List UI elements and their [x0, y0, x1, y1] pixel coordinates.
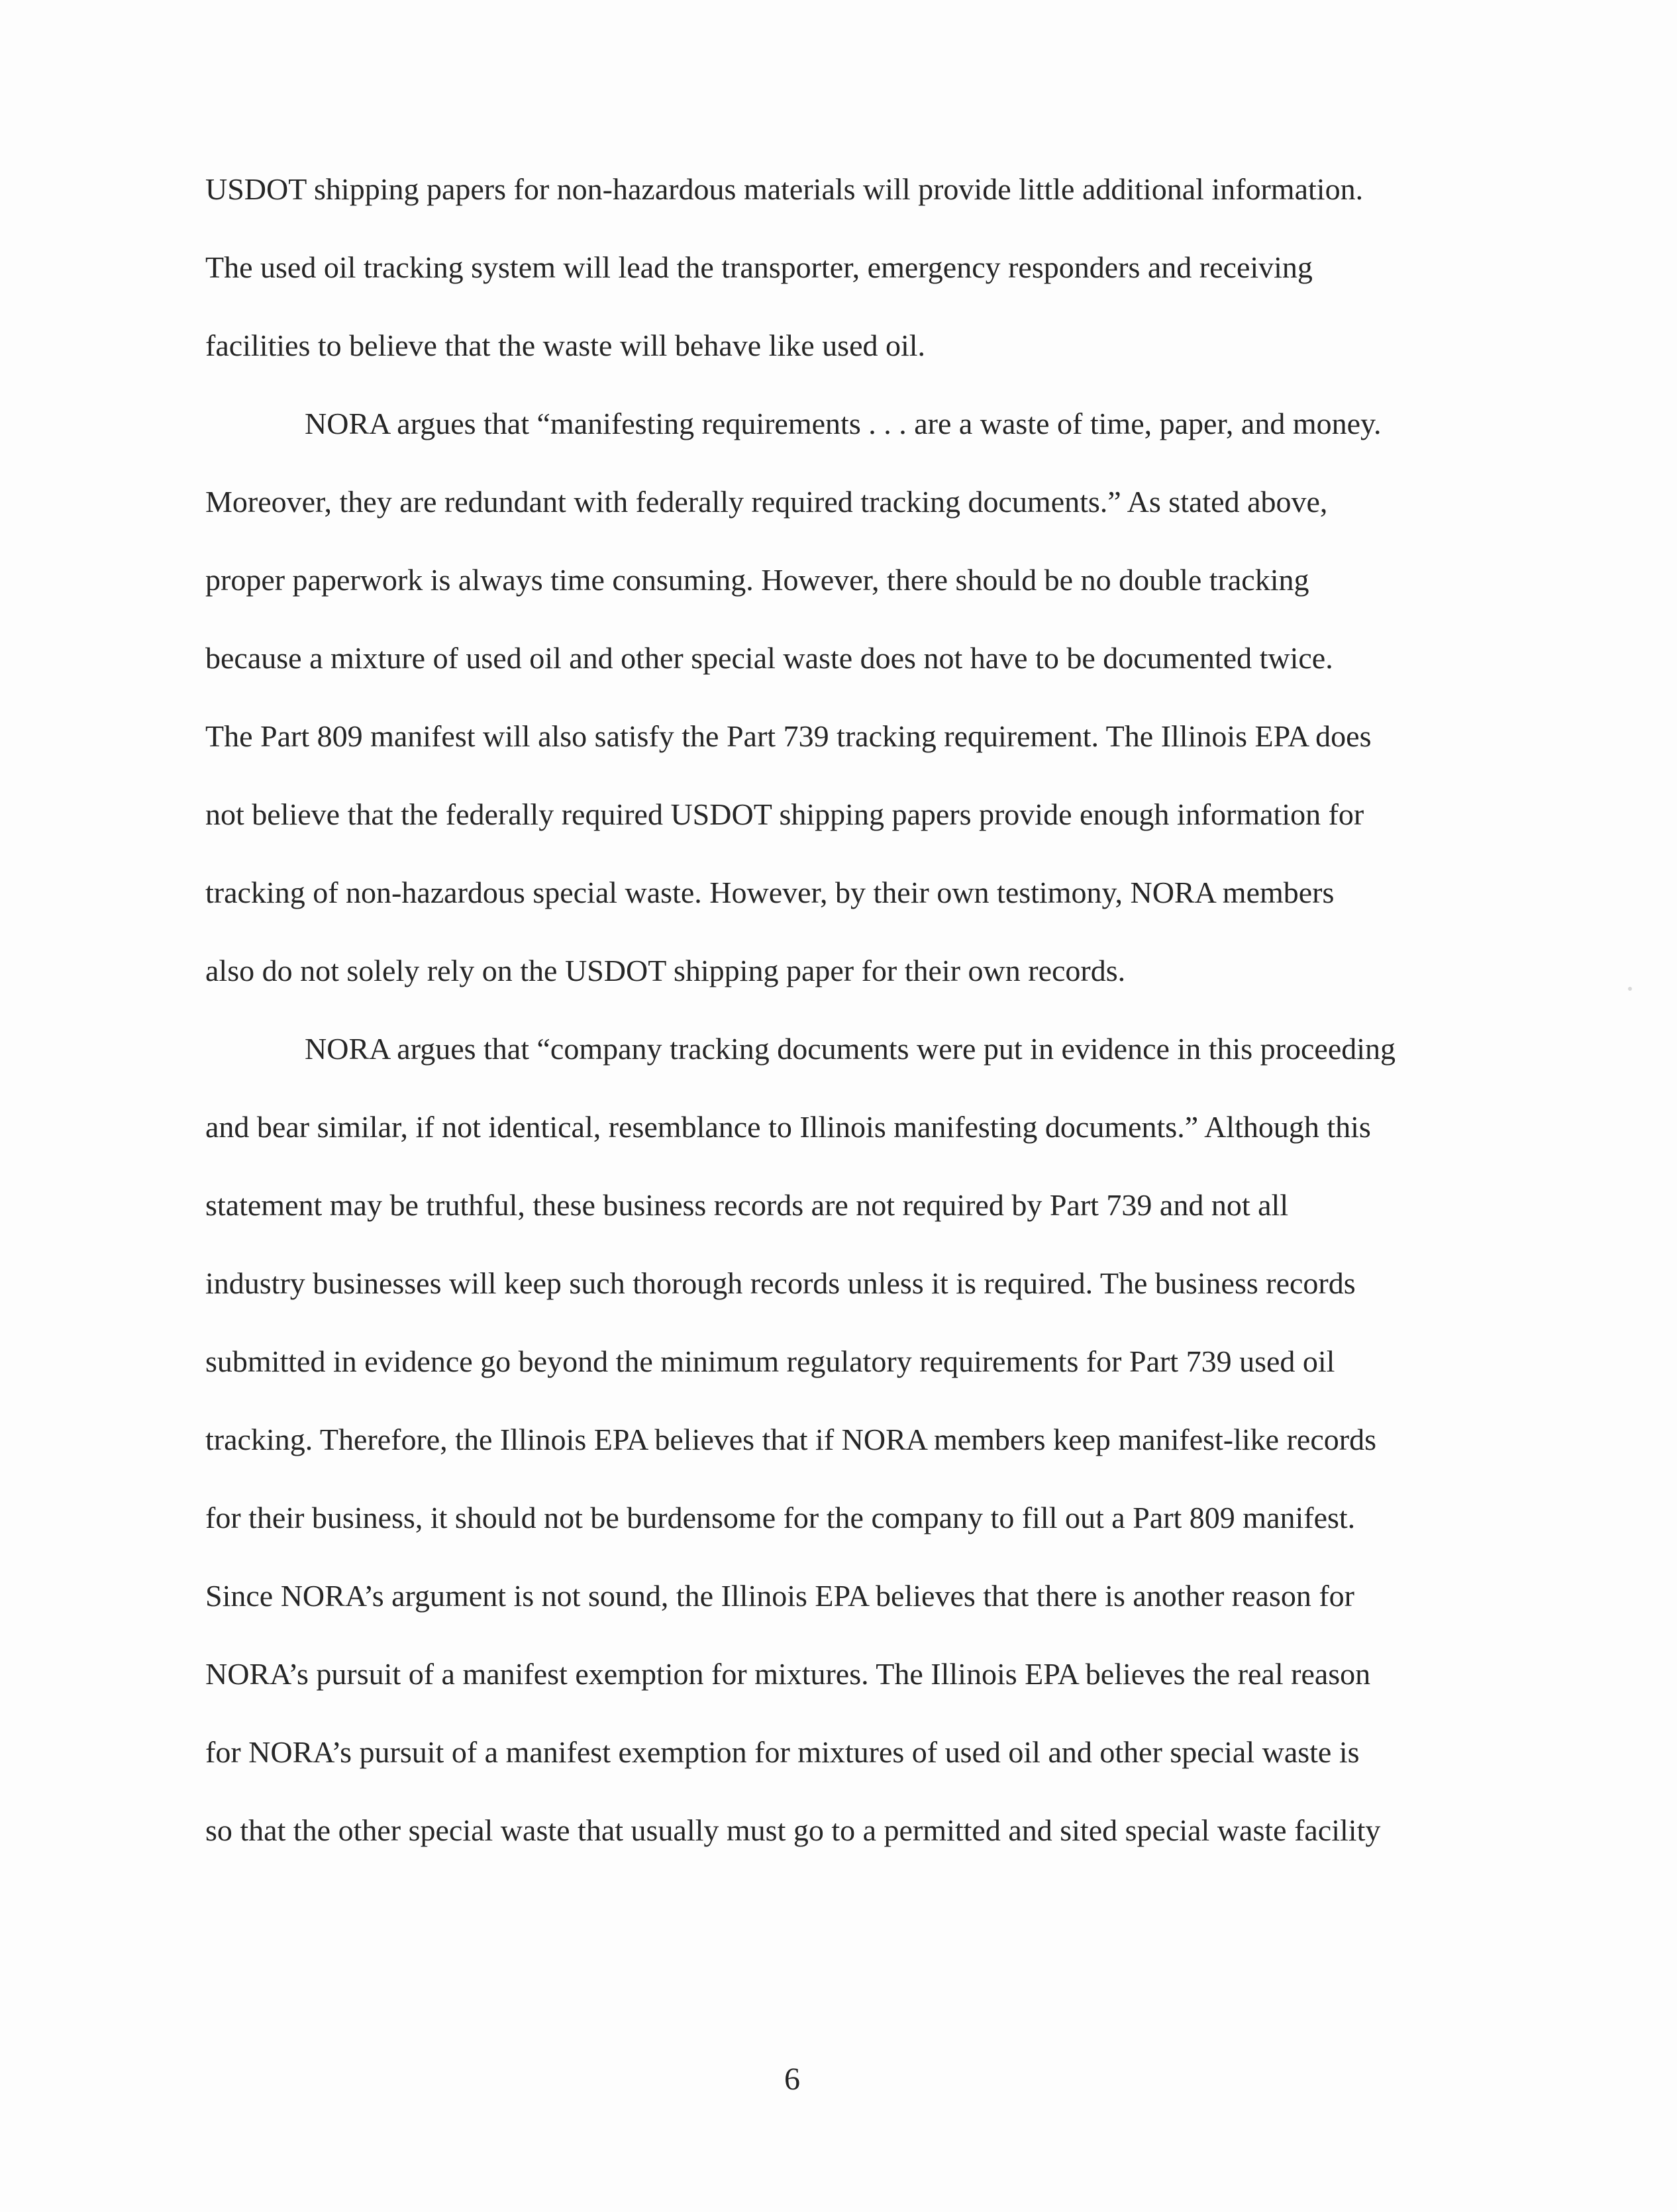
text-line: facilities to believe that the waste will behave like used oil.	[205, 328, 926, 362]
text-line: for NORA’s pursuit of a manifest exemption for mixtures of used oil and other special waste is	[205, 1735, 1360, 1769]
text-line: tracking of non-hazardous special waste. However, by their own testimony, NORA members	[205, 876, 1335, 909]
text-line: industry businesses will keep such thorough records unless it is required. The business records	[205, 1266, 1356, 1300]
text-line: so that the other special waste that usually must go to a permitted and sited special waste facility	[205, 1813, 1381, 1847]
text-line: NORA’s pursuit of a manifest exemption for mixtures. The Illinois EPA believes the real reason	[205, 1657, 1371, 1691]
text-line: submitted in evidence go beyond the minimum regulatory requirements for Part 739 used oil	[205, 1344, 1335, 1378]
text-line: USDOT shipping papers for non-hazardous materials will provide little additional information.	[205, 172, 1364, 206]
paragraph-first-line: NORA argues that “company tracking documents were put in evidence in this proceeding	[305, 1032, 1396, 1066]
text-line: proper paperwork is always time consuming. However, there should be no double tracking	[205, 563, 1309, 597]
text-line: Since NORA’s argument is not sound, the Illinois EPA believes that there is another reason for	[205, 1579, 1354, 1613]
text-line: statement may be truthful, these business records are not required by Part 739 and not all	[205, 1188, 1289, 1222]
page-number: 6	[784, 2062, 800, 2097]
text-line: for their business, it should not be burdensome for the company to fill out a Part 809 manifest.	[205, 1501, 1356, 1534]
text-line: also do not solely rely on the USDOT shipping paper for their own records.	[205, 954, 1126, 987]
text-line: The Part 809 manifest will also satisfy the Part 739 tracking requirement. The Illinois EPA does	[205, 719, 1372, 753]
text-line: not believe that the federally required USDOT shipping papers provide enough information for	[205, 797, 1364, 831]
text-line: Moreover, they are redundant with federally required tracking documents.” As stated above,	[205, 485, 1328, 519]
text-line: because a mixture of used oil and other special waste does not have to be documented twice.	[205, 641, 1333, 675]
text-line: The used oil tracking system will lead the transporter, emergency responders and receiving	[205, 250, 1313, 284]
paragraph-first-line: NORA argues that “manifesting requirements . . . are a waste of time, paper, and money.	[305, 407, 1382, 440]
scan-speck	[1628, 987, 1632, 991]
text-line: tracking. Therefore, the Illinois EPA believes that if NORA members keep manifest-like records	[205, 1423, 1376, 1456]
text-line: and bear similar, if not identical, resemblance to Illinois manifesting documents.” Although this	[205, 1110, 1371, 1144]
